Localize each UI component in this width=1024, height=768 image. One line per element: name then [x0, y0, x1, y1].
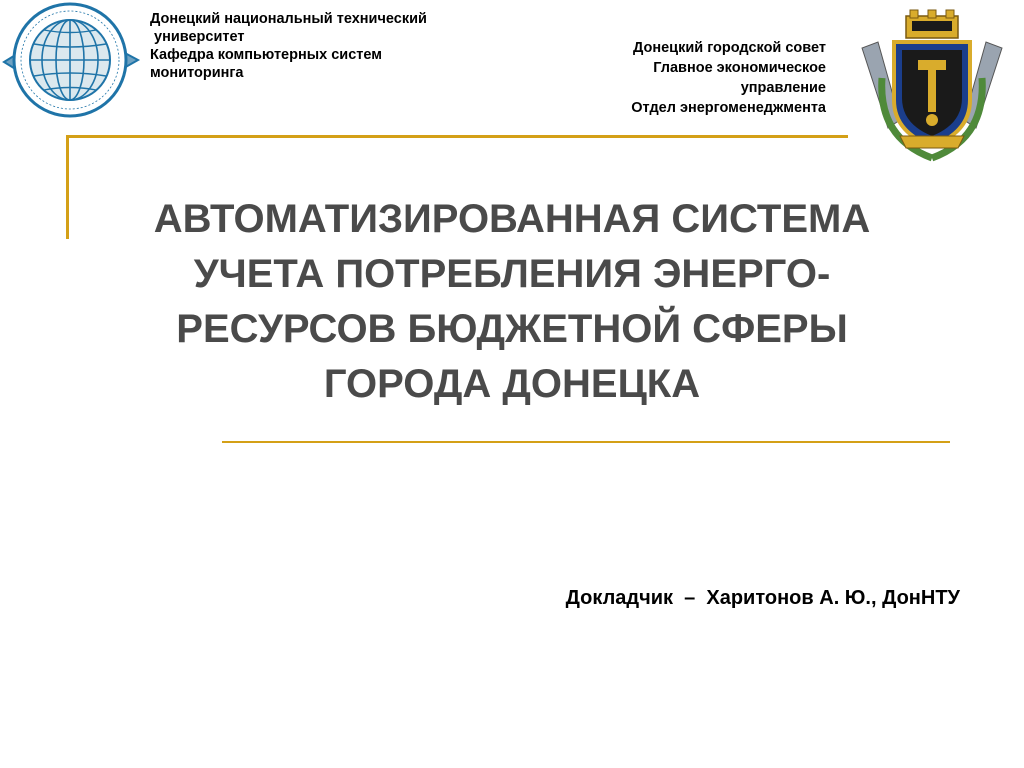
city-coat-of-arms — [848, 8, 1016, 168]
presenter-label: Докладчик – Харитонов А. Ю., ДонНТУ — [565, 587, 960, 609]
title-line-1: АВТОМАТИЗИРОВАННАЯ СИСТЕМА — [153, 197, 871, 241]
council-line-2: Главное экономическое — [653, 60, 826, 76]
department-logo — [0, 0, 142, 120]
globe-emblem-icon — [0, 0, 142, 120]
title-underline — [222, 441, 950, 443]
top-accent-line — [68, 135, 848, 138]
council-line-1: Донецкий городской совет — [632, 40, 826, 56]
department-line-2: мониторинга — [150, 65, 244, 81]
left-accent-line — [66, 135, 69, 239]
council-line-3: управление — [740, 80, 826, 96]
university-header — [150, 10, 530, 82]
city-council-header — [526, 38, 826, 118]
university-line-2: университет — [150, 29, 245, 45]
department-line-1: Кафедра компьютерных систем — [150, 47, 382, 63]
presentation-title — [80, 192, 944, 412]
title-line-2: УЧЕТА ПОТРЕБЛЕНИЯ ЭНЕРГО- — [193, 252, 831, 296]
city-coat-of-arms-icon — [848, 8, 1016, 168]
title-line-4: ГОРОДА ДОНЕЦКА — [323, 362, 701, 406]
council-line-4: Отдел энергоменеджмента — [631, 100, 826, 116]
university-line-1: Донецкий национальный технический — [150, 11, 427, 27]
title-line-3: РЕСУРСОВ БЮДЖЕТНОЙ СФЕРЫ — [176, 307, 848, 351]
